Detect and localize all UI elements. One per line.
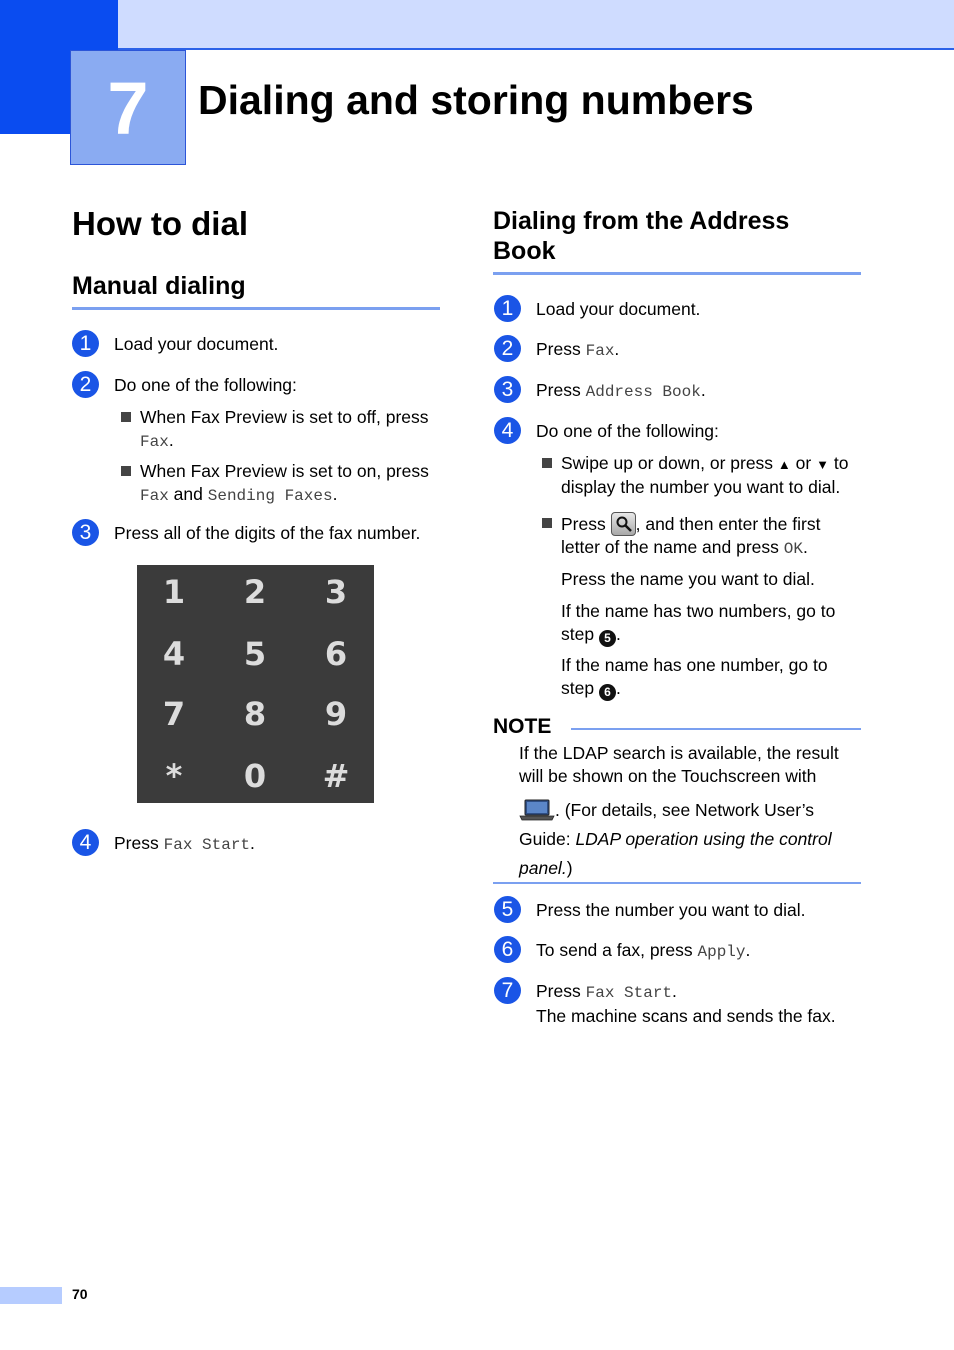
chapter-number: 7 bbox=[70, 50, 186, 165]
punctuation: . bbox=[700, 380, 706, 400]
step-text-prefix: Press bbox=[536, 339, 586, 359]
up-arrow-icon: ▲ bbox=[777, 457, 791, 472]
header-band bbox=[0, 0, 954, 50]
keypad-image bbox=[137, 565, 374, 803]
code-apply: Apply bbox=[697, 943, 746, 961]
step-text bbox=[536, 335, 619, 363]
address-heading-rule bbox=[493, 272, 861, 275]
step-text: Load your document. bbox=[536, 299, 701, 319]
step-text-prefix: Press bbox=[536, 380, 586, 400]
key-2: 2 bbox=[243, 573, 267, 611]
page-number: 70 bbox=[72, 1286, 88, 1302]
note-rule bbox=[571, 728, 861, 730]
manual-bullet-1 bbox=[121, 406, 441, 454]
manual-bullet-2 bbox=[121, 460, 441, 508]
code-fax: Fax bbox=[585, 342, 615, 360]
code-fax: Fax bbox=[140, 433, 169, 451]
address-step-4 bbox=[494, 417, 719, 444]
step-number: 2 bbox=[72, 371, 99, 398]
step-text-prefix: To send a fax, press bbox=[536, 940, 698, 960]
step-number: 3 bbox=[72, 519, 99, 546]
step-ref-6: 6 bbox=[599, 684, 616, 701]
address-step-2 bbox=[494, 335, 619, 363]
step-text bbox=[536, 977, 836, 1028]
para-text: If the name has two numbers, go to step bbox=[561, 601, 836, 644]
address-step-1 bbox=[494, 295, 700, 322]
step-text: Press the number you want to dial. bbox=[536, 900, 806, 920]
key-0: 0 bbox=[243, 757, 267, 795]
punctuation: . bbox=[614, 339, 620, 359]
bullet-square-icon bbox=[542, 458, 552, 468]
step-number: 5 bbox=[494, 896, 521, 923]
footer-bar bbox=[0, 1287, 62, 1304]
code-fax-start: Fax Start bbox=[163, 836, 251, 854]
bullet-text: Swipe up or down, or press bbox=[561, 453, 778, 473]
bullet-square-icon bbox=[121, 412, 131, 422]
note-text: . (For details, see Network User’s Guide: bbox=[519, 800, 815, 849]
key-8: 8 bbox=[243, 695, 267, 733]
note-title: NOTE bbox=[493, 715, 552, 738]
punctuation: . bbox=[745, 940, 751, 960]
para-text: If the name has one number, go to step bbox=[561, 655, 828, 698]
header-divider bbox=[118, 48, 954, 50]
step-text bbox=[536, 376, 706, 404]
step-number: 7 bbox=[494, 977, 521, 1004]
bullet-mid: and bbox=[168, 484, 208, 504]
step-number: 2 bbox=[494, 335, 521, 362]
step-number: 4 bbox=[72, 829, 99, 856]
key-7: 7 bbox=[162, 695, 186, 733]
bullet-text: to display the number you want to dial. bbox=[561, 453, 849, 497]
note-bottom-rule bbox=[493, 882, 861, 884]
key-1: 1 bbox=[162, 573, 186, 611]
code-ok: OK bbox=[783, 540, 803, 558]
address-para-1: Press the name you want to dial. bbox=[561, 569, 815, 589]
address-step-5 bbox=[494, 896, 805, 923]
chapter-title: Dialing and storing numbers bbox=[198, 77, 754, 123]
laptop-icon bbox=[519, 798, 555, 822]
punctuation: . bbox=[332, 484, 338, 504]
step-number: 1 bbox=[494, 295, 521, 322]
code-sending-faxes: Sending Faxes bbox=[207, 487, 333, 505]
note-line-1: If the LDAP search is available, the result will be shown on the Touchscreen with bbox=[519, 743, 839, 786]
address-step-6 bbox=[494, 936, 750, 964]
key-6: 6 bbox=[324, 635, 348, 673]
punctuation: . bbox=[168, 430, 174, 450]
code-fax: Fax bbox=[140, 487, 169, 505]
punctuation: . bbox=[250, 833, 255, 853]
step-text: Press all of the digits of the fax number. bbox=[114, 523, 421, 543]
down-arrow-icon: ▼ bbox=[816, 457, 829, 472]
key-9: 9 bbox=[324, 695, 348, 733]
address-para-2 bbox=[561, 600, 861, 647]
address-book-heading: Dialing from the Address Book bbox=[493, 207, 790, 265]
note-italic-ref: LDAP operation using the control panel. bbox=[519, 829, 832, 878]
punctuation: . bbox=[802, 537, 808, 557]
section-title: How to dial bbox=[72, 205, 248, 242]
manual-step-4 bbox=[72, 829, 255, 857]
manual-heading-rule bbox=[72, 307, 440, 310]
manual-dialing-heading: Manual dialing bbox=[72, 272, 246, 300]
manual-step-2 bbox=[72, 371, 297, 398]
step-number: 4 bbox=[494, 417, 521, 444]
punctuation: ) bbox=[566, 858, 573, 878]
step-number: 3 bbox=[494, 376, 521, 403]
step-number: 6 bbox=[494, 936, 521, 963]
bullet-or: or bbox=[790, 453, 817, 473]
bullet-text: Press bbox=[561, 514, 611, 534]
punctuation: . bbox=[615, 624, 621, 644]
address-bullet-2 bbox=[542, 512, 862, 561]
note-body bbox=[519, 796, 861, 883]
step-text: Do one of the following: bbox=[114, 375, 297, 395]
step-ref-5: 5 bbox=[599, 630, 616, 647]
step-result-text: The machine scans and sends the fax. bbox=[536, 1006, 836, 1026]
address-step-7 bbox=[494, 977, 836, 1028]
search-icon bbox=[611, 512, 636, 536]
step-number: 1 bbox=[72, 330, 99, 357]
key-4: 4 bbox=[162, 635, 186, 673]
punctuation: . bbox=[615, 678, 621, 698]
step-text bbox=[536, 936, 750, 964]
address-step-3 bbox=[494, 376, 706, 404]
code-fax-start: Fax Start bbox=[585, 984, 673, 1002]
bullet-text: When Fax Preview is set to on, press bbox=[140, 461, 429, 481]
address-bullet-1 bbox=[542, 452, 862, 499]
bullet-square-icon bbox=[121, 466, 131, 476]
key-star: * bbox=[165, 757, 183, 795]
key-hash: # bbox=[322, 757, 350, 795]
step-text-prefix: Press bbox=[114, 833, 164, 853]
key-3: 3 bbox=[324, 573, 348, 611]
punctuation: . bbox=[672, 981, 677, 1001]
code-address-book: Address Book bbox=[585, 383, 701, 401]
step-text-prefix: Press bbox=[536, 981, 586, 1001]
key-5: 5 bbox=[243, 635, 267, 673]
step-text: Do one of the following: bbox=[536, 421, 719, 441]
manual-step-3 bbox=[72, 519, 420, 546]
manual-step-1 bbox=[72, 330, 278, 357]
bullet-text: When Fax Preview is set to off, press bbox=[140, 407, 429, 427]
bullet-square-icon bbox=[542, 518, 552, 528]
address-para-3 bbox=[561, 654, 861, 701]
step-text: Load your document. bbox=[114, 334, 279, 354]
step-text bbox=[114, 829, 255, 857]
bullet-text: , and then enter the first letter of the name and press bbox=[561, 514, 821, 557]
